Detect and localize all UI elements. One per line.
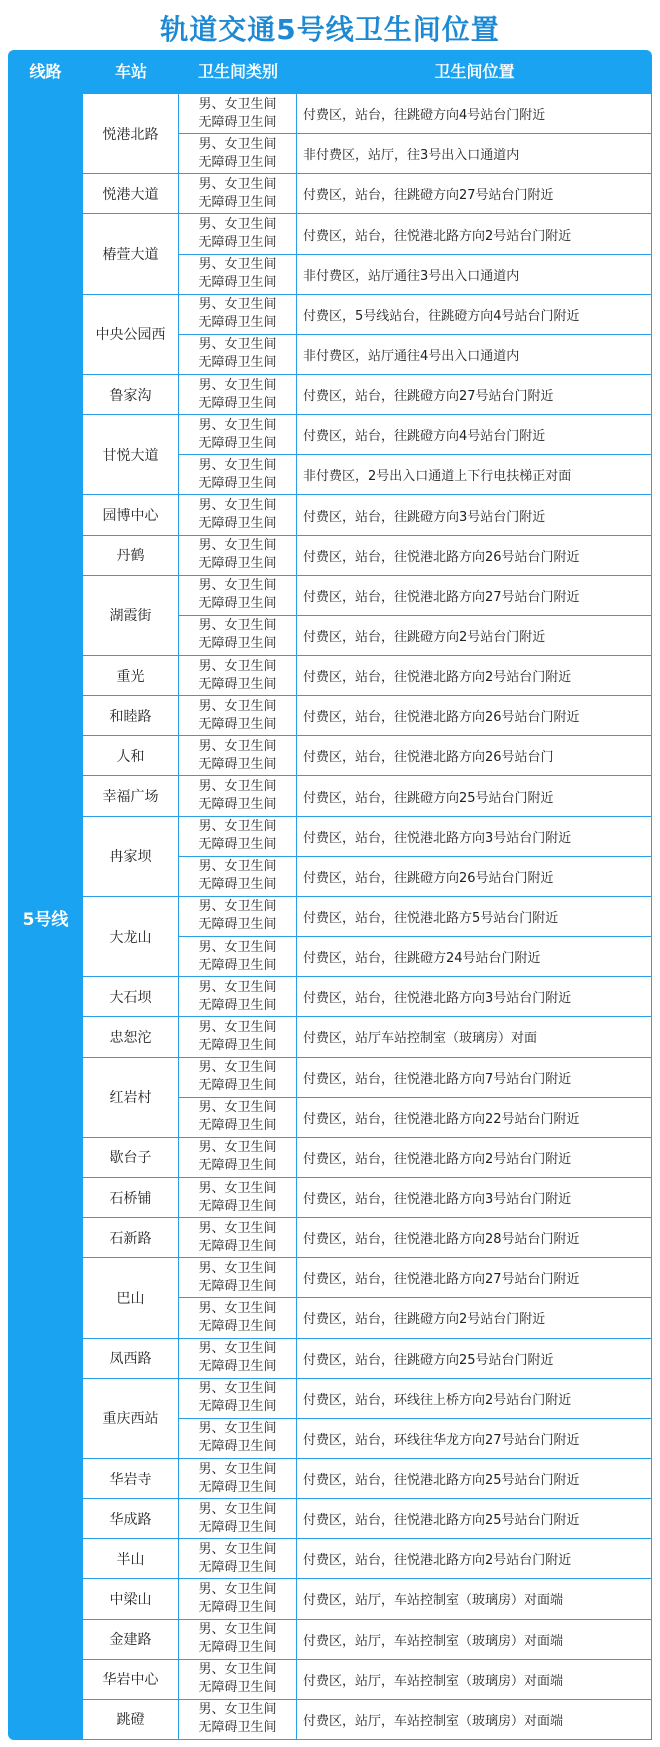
toilet-position: 付费区，站台，往跳磴方向27号站台门附近 (297, 375, 652, 415)
station-name: 悦港北路 (83, 94, 179, 174)
station-name: 丹鹤 (83, 536, 179, 576)
toilet-position: 付费区，站台，往悦港北路方向25号站台门附近 (297, 1459, 652, 1499)
table-header (8, 50, 652, 94)
toilet-position: 付费区，站台，往悦港北路方向3号站台门附近 (297, 817, 652, 857)
toilet-type-line1: 男、女卫生间 (198, 498, 277, 514)
toilet-type-line1: 男、女卫生间 (198, 779, 277, 795)
toilet-type (179, 536, 297, 576)
toilet-type (179, 415, 297, 455)
toilet-position: 付费区，站台，往悦港北路方向28号站台门附近 (297, 1218, 652, 1258)
toilet-type-line1: 男、女卫生间 (198, 899, 277, 915)
toilet-type-line1: 男、女卫生间 (198, 1662, 277, 1678)
toilet-type (179, 295, 297, 335)
toilet-type-line1: 男、女卫生间 (198, 1501, 277, 1517)
toilet-type (179, 1298, 297, 1338)
toilet-position: 付费区，站台，往悦港北路方向2号站台门附近 (297, 214, 652, 254)
toilet-position: 付费区，站台，往悦港北路方向26号站台门附近 (297, 696, 652, 736)
toilet-type-line2: 无障碍卫生间 (198, 676, 277, 692)
toilet-type (179, 335, 297, 375)
station-name: 中央公园西 (83, 295, 179, 375)
toilet-type-line1: 男、女卫生间 (198, 1702, 277, 1718)
toilet-position: 付费区，站厅，车站控制室（玻璃房）对面端 (297, 1660, 652, 1700)
toilet-type-line2: 无障碍卫生间 (198, 114, 277, 130)
station-name: 人和 (83, 736, 179, 776)
station-name: 跳磴 (83, 1700, 179, 1740)
toilet-type-line2: 无障碍卫生间 (198, 1238, 277, 1254)
toilet-type-line1: 男、女卫生间 (198, 658, 277, 674)
toilet-position: 付费区，站台，往悦港北路方向2号站台门附近 (297, 1539, 652, 1579)
toilet-type-line1: 男、女卫生间 (198, 1461, 277, 1477)
toilet-type (179, 977, 297, 1017)
toilet-type (179, 1660, 297, 1700)
toilet-position: 付费区，站台，往跳磴方向3号站台门附近 (297, 495, 652, 535)
toilet-type-line1: 男、女卫生间 (198, 297, 277, 313)
toilet-type (179, 1258, 297, 1298)
toilet-type (179, 1218, 297, 1258)
toilet-position: 付费区，站台，往跳磴方向26号站台门附近 (297, 857, 652, 897)
toilet-type-line2: 无障碍卫生间 (198, 1479, 277, 1495)
toilet-type (179, 94, 297, 134)
toilet-type-line2: 无障碍卫生间 (198, 1519, 277, 1535)
toilet-type-line1: 男、女卫生间 (198, 377, 277, 393)
station-name: 幸福广场 (83, 776, 179, 816)
toilet-type-line2: 无障碍卫生间 (198, 756, 277, 772)
toilet-type-line1: 男、女卫生间 (198, 979, 277, 995)
toilet-type (179, 1017, 297, 1057)
toilet-position: 付费区，站台，往跳磴方向4号站台门附近 (297, 415, 652, 455)
toilet-type-line1: 男、女卫生间 (198, 1421, 277, 1437)
toilet-type (179, 255, 297, 295)
station-name: 和睦路 (83, 696, 179, 736)
toilet-position: 付费区，站台，往悦港北路方向26号站台门附近 (297, 536, 652, 576)
toilet-position: 非付费区，站厅通往3号出入口通道内 (297, 255, 652, 295)
toilet-type-line2: 无障碍卫生间 (198, 1318, 277, 1334)
toilet-type (179, 576, 297, 616)
toilet-type-line2: 无障碍卫生间 (198, 957, 277, 973)
toilet-type-line1: 男、女卫生间 (198, 1622, 277, 1638)
toilet-position: 付费区，站厅，车站控制室（玻璃房）对面端 (297, 1620, 652, 1660)
toilet-type-line1: 男、女卫生间 (198, 578, 277, 594)
toilet-type-line1: 男、女卫生间 (198, 217, 277, 232)
toilet-type-line1: 男、女卫生间 (198, 939, 277, 955)
station-name: 华岩中心 (83, 1660, 179, 1700)
station-name: 凤西路 (83, 1339, 179, 1379)
toilet-type-line2: 无障碍卫生间 (198, 877, 277, 893)
toilet-type-line2: 无障碍卫生间 (198, 716, 277, 732)
toilet-type-line2: 无障碍卫生间 (198, 1680, 277, 1696)
toilet-type (179, 937, 297, 977)
toilet-position: 付费区，站台，往跳磴方向27号站台门附近 (297, 174, 652, 214)
toilet-type-line2: 无障碍卫生间 (198, 395, 277, 411)
station-name: 石桥铺 (83, 1178, 179, 1218)
header-station: 车站 (114, 62, 147, 81)
toilet-type-line2: 无障碍卫生间 (198, 1118, 277, 1134)
line-cell: 5号线 (8, 94, 83, 1740)
toilet-type-line1: 男、女卫生间 (198, 738, 277, 754)
toilet-type (179, 736, 297, 776)
toilet-type-line2: 无障碍卫生间 (198, 1599, 277, 1615)
station-name: 大石坝 (83, 977, 179, 1017)
toilet-position: 付费区，站台，往悦港北路方向2号站台门附近 (297, 656, 652, 696)
toilet-type-line2: 无障碍卫生间 (198, 997, 277, 1013)
toilet-position: 付费区，站台，往悦港北路方向26号站台门 (297, 736, 652, 776)
toilet-type-line1: 男、女卫生间 (198, 96, 277, 112)
toilet-type (179, 375, 297, 415)
toilet-type (179, 696, 297, 736)
station-name: 重光 (83, 656, 179, 696)
toilet-position: 付费区，站台，往悦港北路方5号站台门附近 (297, 897, 652, 937)
station-name: 大龙山 (83, 897, 179, 977)
toilet-type-line1: 男、女卫生间 (198, 1100, 277, 1116)
station-name: 半山 (83, 1539, 179, 1579)
toilet-type (179, 455, 297, 495)
toilet-position: 付费区，站台，往悦港北路方向7号站台门附近 (297, 1058, 652, 1098)
station-name: 冉家坝 (83, 817, 179, 897)
toilet-position: 非付费区，站厅通往4号出入口通道内 (297, 335, 652, 375)
toilet-position: 付费区，站台，往悦港北路方向25号站台门附近 (297, 1499, 652, 1539)
station-name: 红岩村 (83, 1058, 179, 1138)
toilet-type (179, 1459, 297, 1499)
page-title: 轨道交通5号线卫生间位置 (160, 13, 500, 46)
header-line: 线路 (29, 62, 62, 81)
toilet-position: 付费区，站台，往悦港北路方向27号站台门附近 (297, 576, 652, 616)
toilet-type-line2: 无障碍卫生间 (198, 837, 277, 853)
toilet-type (179, 1138, 297, 1178)
toilet-position: 付费区，站台，往跳磴方向2号站台门附近 (297, 616, 652, 656)
station-name: 巴山 (83, 1258, 179, 1338)
toilet-type (179, 1419, 297, 1459)
toilet-position: 付费区，站台，环线往华龙方向27号站台门附近 (297, 1419, 652, 1459)
station-name: 椿萱大道 (83, 214, 179, 294)
toilet-type-line2: 无障碍卫生间 (198, 1559, 277, 1575)
toilet-position: 付费区，站台，往跳磴方向2号站台门附近 (297, 1298, 652, 1338)
toilet-type-line2: 无障碍卫生间 (198, 355, 277, 371)
toilet-type (179, 1178, 297, 1218)
toilet-type (179, 1098, 297, 1138)
toilet-type-line1: 男、女卫生间 (198, 337, 277, 353)
toilet-type-line2: 无障碍卫生间 (198, 275, 277, 291)
toilet-position: 非付费区，站厅，往3号出入口通道内 (297, 134, 652, 174)
toilet-type-line1: 男、女卫生间 (198, 538, 277, 554)
toilet-type (179, 1058, 297, 1098)
station-name: 中梁山 (83, 1579, 179, 1619)
toilet-type-line2: 无障碍卫生间 (198, 917, 277, 933)
station-name: 甘悦大道 (83, 415, 179, 495)
station-name: 重庆西站 (83, 1379, 179, 1459)
toilet-position: 付费区，站台，往跳磴方向25号站台门附近 (297, 776, 652, 816)
toilet-type-line2: 无障碍卫生间 (198, 1078, 277, 1094)
toilet-type-line1: 男、女卫生间 (198, 1220, 277, 1236)
station-name: 忠恕沱 (83, 1017, 179, 1057)
station-name: 园博中心 (83, 495, 179, 535)
toilet-type (179, 616, 297, 656)
toilet-type-line1: 男、女卫生间 (198, 1381, 277, 1397)
station-name: 湖霞街 (83, 576, 179, 656)
toilet-type (179, 1499, 297, 1539)
toilet-position: 付费区，站厅，车站控制室（玻璃房）对面端 (297, 1700, 652, 1740)
header-type: 卫生间类别 (197, 62, 278, 81)
toilet-type-line2: 无障碍卫生间 (198, 475, 277, 491)
toilet-position: 付费区，站台，往悦港北路方向3号站台门附近 (297, 977, 652, 1017)
toilet-type-line1: 男、女卫生间 (198, 176, 277, 192)
toilet-type (179, 656, 297, 696)
toilet-type-line1: 男、女卫生间 (198, 698, 277, 714)
toilet-type-line2: 无障碍卫生间 (198, 797, 277, 813)
toilet-type-line1: 男、女卫生间 (198, 1541, 277, 1557)
toilet-type-line2: 无障碍卫生间 (198, 154, 277, 170)
toilet-type (179, 776, 297, 816)
toilet-type (179, 1700, 297, 1740)
toilet-type-line2: 无障碍卫生间 (198, 1198, 277, 1214)
toilet-type-line1: 男、女卫生间 (198, 457, 277, 473)
toilet-type-line1: 男、女卫生间 (198, 819, 277, 835)
toilet-type (179, 134, 297, 174)
toilet-position: 付费区，站厅，车站控制室（玻璃房）对面端 (297, 1579, 652, 1619)
toilet-type-line1: 男、女卫生间 (198, 257, 277, 273)
toilet-position: 非付费区，2号出入口通道上下行电扶梯正对面 (297, 455, 652, 495)
toilet-type-line1: 男、女卫生间 (198, 417, 277, 433)
toilet-type-line2: 无障碍卫生间 (198, 1399, 277, 1415)
toilet-type-line2: 无障碍卫生间 (198, 556, 277, 572)
toilet-type-line2: 无障碍卫生间 (198, 1720, 277, 1736)
toilet-type (179, 214, 297, 254)
toilet-type (179, 1539, 297, 1579)
toilet-type-line1: 男、女卫生间 (198, 1260, 277, 1276)
toilet-position: 付费区，站台，往悦港北路方向3号站台门附近 (297, 1178, 652, 1218)
header-position: 卫生间位置 (434, 62, 515, 81)
toilet-type-line2: 无障碍卫生间 (198, 194, 277, 210)
station-name: 金建路 (83, 1620, 179, 1660)
toilet-type (179, 1379, 297, 1419)
toilet-position: 付费区，站台，往跳磴方24号站台门附近 (297, 937, 652, 977)
toilet-type-line2: 无障碍卫生间 (198, 1278, 277, 1294)
toilet-type-line2: 无障碍卫生间 (198, 1439, 277, 1455)
toilet-type-line1: 男、女卫生间 (198, 618, 277, 634)
toilet-type (179, 1579, 297, 1619)
toilet-type-line2: 无障碍卫生间 (198, 315, 277, 331)
toilet-type (179, 817, 297, 857)
toilet-type-line1: 男、女卫生间 (198, 1180, 277, 1196)
toilet-type-line2: 无障碍卫生间 (198, 596, 277, 612)
toilet-type-line2: 无障碍卫生间 (198, 1158, 277, 1174)
toilet-type-line1: 男、女卫生间 (198, 1581, 277, 1597)
toilet-type (179, 897, 297, 937)
station-name: 石新路 (83, 1218, 179, 1258)
toilet-position: 付费区，站台，环线往上桥方向2号站台门附近 (297, 1379, 652, 1419)
toilet-position: 付费区，站厅车站控制室（玻璃房）对面 (297, 1017, 652, 1057)
toilet-position: 付费区，站台，往悦港北路方向27号站台门附近 (297, 1258, 652, 1298)
toilet-type-line1: 男、女卫生间 (198, 1019, 277, 1035)
toilet-type (179, 1620, 297, 1660)
toilet-position: 付费区，站台，往悦港北路方向2号站台门附近 (297, 1138, 652, 1178)
toilet-type-line2: 无障碍卫生间 (198, 1640, 277, 1656)
toilet-type-line2: 无障碍卫生间 (198, 1359, 277, 1375)
toilet-type-line2: 无障碍卫生间 (198, 435, 277, 451)
toilet-position: 付费区，站台，往悦港北路方向22号站台门附近 (297, 1098, 652, 1138)
toilet-type-line2: 无障碍卫生间 (198, 636, 277, 652)
toilet-type-line1: 男、女卫生间 (198, 1341, 277, 1357)
station-name: 悦港大道 (83, 174, 179, 214)
station-name: 鲁家沟 (83, 375, 179, 415)
station-name: 歇台子 (83, 1138, 179, 1178)
toilet-position: 付费区，站台，往跳磴方向4号站台门附近 (297, 94, 652, 134)
toilet-type-line1: 男、女卫生间 (198, 859, 277, 875)
station-name: 华岩寺 (83, 1459, 179, 1499)
toilet-type (179, 857, 297, 897)
toilet-type-line2: 无障碍卫生间 (198, 516, 277, 532)
toilet-type-line2: 无障碍卫生间 (198, 1037, 277, 1053)
toilet-type-line2: 无障碍卫生间 (198, 235, 277, 250)
toilet-type (179, 174, 297, 214)
toilet-position: 付费区，5号线站台，往跳磴方向4号站台门附近 (297, 295, 652, 335)
toilet-type-line1: 男、女卫生间 (198, 1300, 277, 1316)
toilet-type-line1: 男、女卫生间 (198, 136, 277, 152)
station-name: 华成路 (83, 1499, 179, 1539)
toilet-type-line1: 男、女卫生间 (198, 1060, 277, 1076)
toilet-type (179, 495, 297, 535)
toilet-type-line1: 男、女卫生间 (198, 1140, 277, 1156)
toilet-type (179, 1339, 297, 1379)
toilet-position: 付费区，站台，往跳磴方向25号站台门附近 (297, 1339, 652, 1379)
